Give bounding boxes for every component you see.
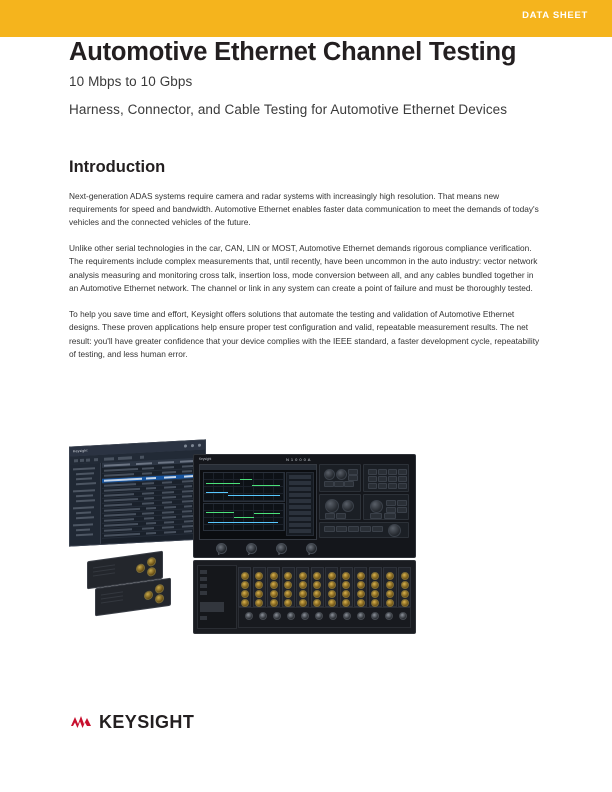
save-recall-button[interactable] [336, 526, 347, 532]
module-rf-connector[interactable] [136, 563, 145, 573]
chassis-connector[interactable] [315, 612, 323, 620]
module-slot[interactable] [383, 567, 396, 607]
page-subtitle: 10 Mbps to 10 Gbps [69, 74, 193, 90]
chassis-lower-connector-row [238, 607, 411, 628]
instrument-display [199, 464, 317, 540]
keypad-button[interactable] [388, 483, 397, 489]
side-menu-item [289, 517, 311, 521]
toolbar-select-mode [104, 457, 114, 461]
horizontal-position-knob[interactable] [342, 500, 354, 512]
trigger-source-button[interactable] [397, 500, 407, 506]
module-rf-connector[interactable] [147, 567, 156, 577]
chassis-connector[interactable] [385, 612, 393, 620]
cursors-button[interactable] [384, 513, 396, 519]
toolbar-save-icon [80, 458, 84, 462]
module-slot[interactable] [296, 567, 309, 607]
controller-indicator [200, 577, 207, 581]
keypad-button[interactable] [398, 469, 407, 475]
multipurpose-knob[interactable] [388, 524, 401, 537]
single-button[interactable] [336, 513, 346, 519]
paragraph-1: Next-generation ADAS systems require camera and radar systems with increasingly high resolution. That means new requirements for speed and bandwidth. Automotive Ethernet enables faster data communication to meet the demands of today's vehicles and the connected vehicles of the future. [69, 190, 539, 228]
keypad-button[interactable] [378, 476, 387, 482]
control-group-horizontal [319, 494, 361, 520]
print-button[interactable] [348, 526, 359, 532]
display-waveform-graticule-top [203, 472, 285, 502]
controller-indicator [200, 570, 207, 574]
module-slot[interactable] [267, 567, 280, 607]
software-results-table [101, 457, 205, 543]
keypad-button[interactable] [368, 483, 377, 489]
display-menu-bar [200, 465, 316, 470]
toolbar-config-field [118, 456, 132, 460]
chassis-connector[interactable] [301, 612, 309, 620]
module-slot[interactable] [369, 567, 382, 607]
document-content [69, 0, 543, 361]
page-subtitle-secondary: Harness, Connector, and Cable Testing for Automotive Ethernet Devices [69, 102, 508, 118]
trigger-coupling-button[interactable] [397, 507, 407, 513]
side-menu-item [289, 493, 311, 497]
channel-2-label: 2 [248, 552, 250, 556]
channel-4-label: 4 [308, 552, 310, 556]
channel-1-label: 1 [218, 552, 220, 556]
keysight-logo [69, 712, 194, 733]
module-slot[interactable] [354, 567, 367, 607]
chassis-connector[interactable] [273, 612, 281, 620]
utility-button[interactable] [324, 526, 335, 532]
toolbar-stop-icon [94, 458, 98, 462]
chassis-connector[interactable] [287, 612, 295, 620]
horizontal-scale-knob[interactable] [325, 499, 339, 513]
module-rf-connector[interactable] [144, 590, 153, 600]
test-module-stack [87, 556, 187, 632]
oscilloscope-front-panel [193, 454, 416, 558]
keypad-button[interactable] [398, 483, 407, 489]
side-menu-item [289, 523, 311, 527]
controller-indicator [200, 591, 207, 595]
section-heading-introduction: Introduction [69, 157, 166, 176]
chassis-connector[interactable] [245, 612, 253, 620]
instrument-control-panel [319, 464, 411, 538]
keypad-button[interactable] [378, 483, 387, 489]
paragraph-3: To help you save time and effort, Keysight offers solutions that automate the testing and validation of Automotive Ethernet designs. These proven applications help ensure proper test configuration and valid, repeatable measurement results. The net result: you'll have greater confidence that your device complies with the IEEE standard, a faster development cycle, repeatability of testing, and less human error. [69, 308, 540, 359]
autoscale-button[interactable] [324, 481, 334, 487]
default-setup-button[interactable] [334, 481, 344, 487]
side-menu-item [289, 481, 311, 485]
keypad-button[interactable] [368, 469, 377, 475]
keypad-button[interactable] [378, 469, 387, 475]
chassis-controller-module [197, 565, 237, 629]
module-slot[interactable] [325, 567, 338, 607]
page-title: Automotive Ethernet Channel Testing [69, 38, 517, 66]
module-slot[interactable] [253, 567, 266, 607]
toolbar-run-icon [86, 458, 90, 462]
chassis-connector[interactable] [329, 612, 337, 620]
chassis-connector[interactable] [343, 612, 351, 620]
controller-port[interactable] [200, 616, 207, 620]
keypad-button[interactable] [368, 476, 377, 482]
side-menu-item [289, 475, 311, 479]
software-screenshot [69, 439, 206, 546]
trigger-mode-button[interactable] [386, 500, 396, 506]
keypad-button[interactable] [388, 476, 397, 482]
toolbar-open-icon [74, 459, 78, 463]
chassis-connector[interactable] [371, 612, 379, 620]
module-slot[interactable] [238, 567, 251, 607]
vertical-offset-knob[interactable] [336, 469, 347, 480]
keysight-wordmark: KEYSIGHT [99, 712, 195, 732]
module-slot[interactable] [398, 567, 411, 607]
display-side-menu [286, 472, 314, 536]
window-minimize-icon [184, 444, 187, 447]
chassis-connector[interactable] [399, 612, 407, 620]
module-slot[interactable] [311, 567, 324, 607]
module-slot[interactable] [340, 567, 353, 607]
vertical-scale-knob[interactable] [324, 469, 335, 480]
mode-button[interactable] [372, 526, 383, 532]
trigger-level-knob[interactable] [370, 500, 383, 513]
control-group-utility [319, 522, 409, 538]
instrument-input-row [198, 541, 411, 555]
software-tree-panel [70, 463, 101, 546]
chassis-connector[interactable] [259, 612, 267, 620]
control-group-keypad [363, 464, 409, 492]
keypad-button[interactable] [398, 476, 407, 482]
keysight-mark-icon [69, 713, 93, 733]
product-figure [69, 440, 414, 655]
module-rf-connector[interactable] [147, 557, 156, 567]
software-app-logo: Keysight [73, 448, 88, 454]
instrument-model-label: N1000A [286, 457, 313, 462]
chassis-connector[interactable] [357, 612, 365, 620]
module-slot[interactable] [282, 567, 295, 607]
side-menu-item [289, 505, 311, 509]
controller-display [200, 602, 224, 612]
side-menu-item [289, 499, 311, 503]
window-maximize-icon [191, 444, 194, 447]
side-menu-item [289, 529, 311, 533]
run-stop-button[interactable] [325, 513, 335, 519]
control-group-trigger [363, 494, 409, 520]
channel-3-label: 3 [278, 552, 280, 556]
measure-button[interactable] [370, 513, 382, 519]
instrument-brand-label: Keysight [199, 457, 212, 461]
paragraph-2: Unlike other serial technologies in the car, CAN, LIN or MOST, Automotive Ethernet demands rigorous compliance verification. The requirements include complex measurements that, until recently, have been uncommon in the auto industry: vector network analysis measuring and monitoring cross talk, insertion loss, mode conversion between all, and any cables bundled together in an Automotive Ethernet network. The channel or link in any system can create a point of failure and must be thoroughly tested. [69, 242, 538, 294]
module-bank [238, 567, 411, 607]
module-rf-connector[interactable] [155, 594, 164, 604]
help-button[interactable] [360, 526, 371, 532]
module-rf-connector[interactable] [155, 584, 164, 594]
window-close-icon [198, 444, 201, 447]
control-group-vertical [319, 464, 361, 492]
clear-display-button[interactable] [344, 481, 354, 487]
switch-chassis-front-panel [193, 560, 416, 634]
keypad-button[interactable] [388, 469, 397, 475]
side-menu-item [289, 487, 311, 491]
toolbar-help-icon [140, 455, 144, 459]
banner-label: DATA SHEET [522, 10, 588, 21]
controller-indicator [200, 584, 207, 588]
display-waveform-graticule-bottom [203, 503, 285, 531]
side-menu-item [289, 511, 311, 515]
